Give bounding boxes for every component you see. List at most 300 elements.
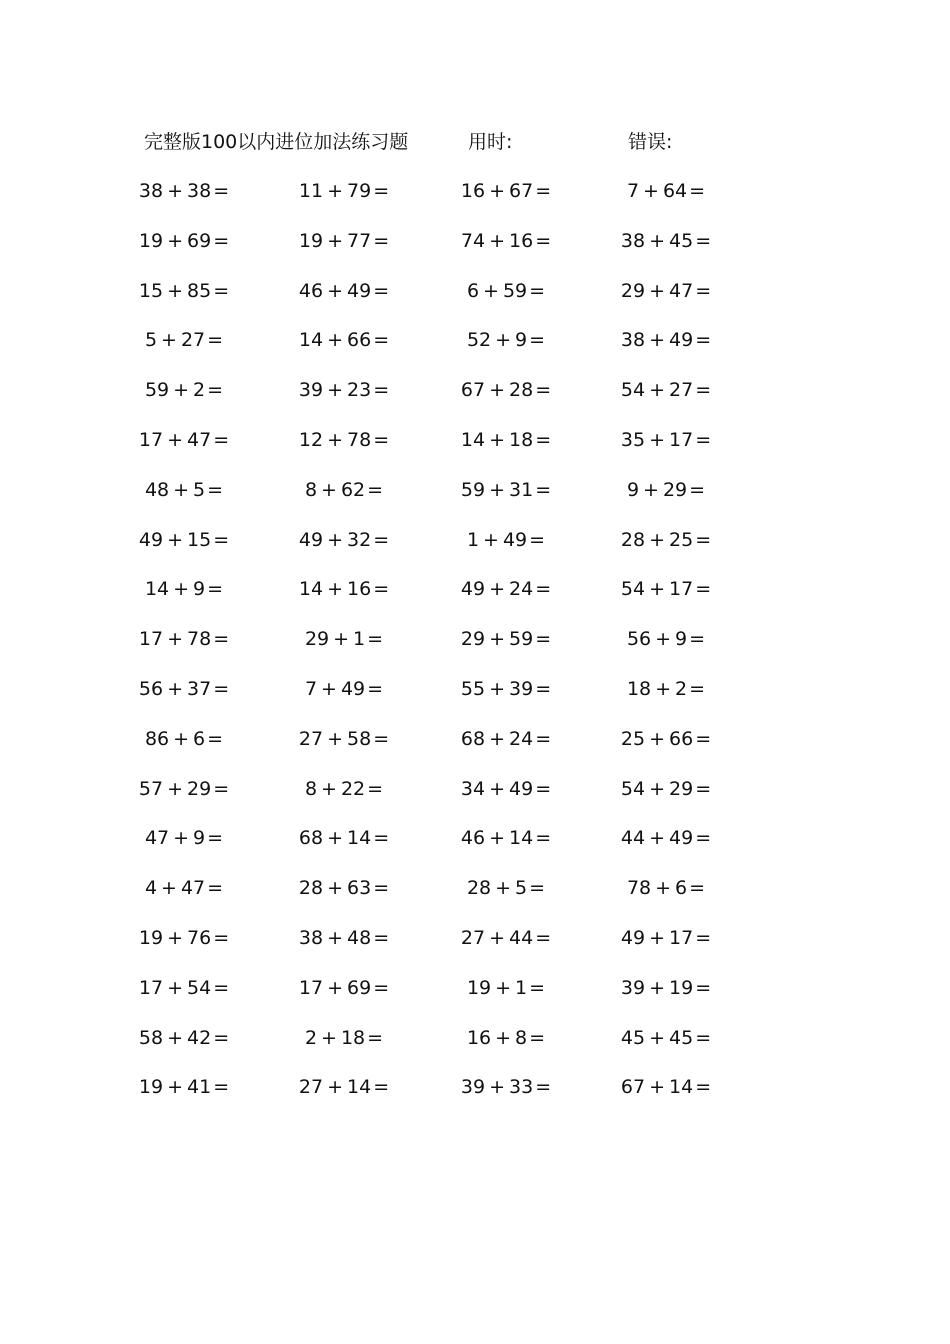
equals-sign: = xyxy=(695,578,712,601)
addition-problem xyxy=(616,228,716,254)
equals-sign: = xyxy=(213,628,230,651)
second-addend: 29 xyxy=(187,777,212,800)
plus-sign: + xyxy=(327,379,343,402)
first-addend: 44 xyxy=(620,827,646,850)
equals-sign: = xyxy=(213,976,230,999)
addition-problem xyxy=(134,477,234,503)
addition-problem xyxy=(294,676,394,702)
problem-row xyxy=(0,975,950,1001)
second-addend: 1 xyxy=(515,976,528,999)
problem-row xyxy=(0,776,950,802)
plus-sign: + xyxy=(483,528,499,551)
plus-sign: + xyxy=(649,429,665,451)
first-addend: 19 xyxy=(298,229,324,252)
plus-sign: + xyxy=(173,727,190,750)
first-addend: 67 xyxy=(620,1076,646,1099)
second-addend: 79 xyxy=(347,180,372,202)
plus-sign: + xyxy=(495,976,512,999)
plus-sign: + xyxy=(173,379,190,402)
second-addend: 39 xyxy=(509,678,534,700)
first-addend: 38 xyxy=(138,180,164,202)
first-addend: 16 xyxy=(466,1026,492,1049)
equals-sign: = xyxy=(373,229,390,252)
plus-sign: + xyxy=(327,1076,343,1099)
addition-problem xyxy=(616,278,716,304)
equals-sign: = xyxy=(689,180,706,202)
problem-row xyxy=(0,427,950,453)
addition-problem xyxy=(294,427,394,453)
first-addend: 38 xyxy=(620,329,646,352)
second-addend: 29 xyxy=(669,777,694,800)
plus-sign: + xyxy=(495,1026,512,1049)
first-addend: 46 xyxy=(298,279,324,302)
addition-problem xyxy=(134,1025,234,1051)
addition-problem xyxy=(294,477,394,503)
first-addend: 59 xyxy=(144,379,170,402)
addition-problem xyxy=(456,278,556,304)
plus-sign: + xyxy=(643,478,659,501)
equals-sign: = xyxy=(695,777,712,800)
equals-sign: = xyxy=(695,379,712,402)
plus-sign: + xyxy=(489,927,505,949)
equals-sign: = xyxy=(535,379,552,402)
plus-sign: + xyxy=(173,578,190,601)
plus-sign: + xyxy=(167,429,183,451)
first-addend: 28 xyxy=(298,877,324,900)
second-addend: 59 xyxy=(502,279,528,302)
equals-sign: = xyxy=(373,976,390,999)
equals-sign: = xyxy=(695,1076,712,1099)
second-addend: 49 xyxy=(340,678,366,700)
second-addend: 67 xyxy=(509,180,534,202)
plus-sign: + xyxy=(321,777,337,800)
equals-sign: = xyxy=(373,528,390,551)
equals-sign: = xyxy=(689,628,706,651)
addition-problem xyxy=(456,377,556,403)
addition-problem xyxy=(456,825,556,851)
addition-problem xyxy=(616,925,716,951)
addition-problem xyxy=(294,626,394,652)
equals-sign: = xyxy=(373,279,390,302)
plus-sign: + xyxy=(321,1026,337,1049)
addition-problem xyxy=(294,178,394,204)
second-addend: 9 xyxy=(193,578,206,601)
addition-problem xyxy=(294,875,394,901)
equals-sign: = xyxy=(529,329,546,352)
second-addend: 33 xyxy=(509,1076,534,1099)
equals-sign: = xyxy=(213,429,230,451)
plus-sign: + xyxy=(327,528,343,551)
equals-sign: = xyxy=(529,1026,546,1049)
problem-row xyxy=(0,278,950,304)
second-addend: 49 xyxy=(669,329,694,352)
problem-row xyxy=(0,726,950,752)
plus-sign: + xyxy=(655,678,672,700)
first-addend: 17 xyxy=(298,976,324,999)
second-addend: 41 xyxy=(187,1076,212,1099)
second-addend: 49 xyxy=(669,827,694,850)
first-addend: 19 xyxy=(466,976,492,999)
first-addend: 74 xyxy=(460,229,486,252)
plus-sign: + xyxy=(489,1076,505,1099)
equals-sign: = xyxy=(689,478,706,501)
addition-problem xyxy=(134,327,234,353)
equals-sign: = xyxy=(695,827,712,850)
addition-problem xyxy=(456,477,556,503)
plus-sign: + xyxy=(327,927,343,949)
second-addend: 27 xyxy=(669,379,694,402)
second-addend: 44 xyxy=(509,927,534,949)
first-addend: 17 xyxy=(138,976,164,999)
addition-problem xyxy=(616,527,716,553)
first-addend: 45 xyxy=(620,1026,646,1049)
first-addend: 14 xyxy=(298,329,324,352)
equals-sign: = xyxy=(207,478,224,501)
addition-problem xyxy=(616,975,716,1001)
first-addend: 29 xyxy=(620,279,646,302)
equals-sign: = xyxy=(213,678,230,700)
plus-sign: + xyxy=(489,229,505,252)
first-addend: 1 xyxy=(466,528,480,551)
second-addend: 17 xyxy=(669,429,694,451)
addition-problem xyxy=(616,1074,716,1100)
second-addend: 48 xyxy=(347,927,372,949)
addition-problem xyxy=(456,726,556,752)
equals-sign: = xyxy=(213,279,230,302)
equals-sign: = xyxy=(535,827,552,850)
second-addend: 49 xyxy=(509,777,534,800)
equals-sign: = xyxy=(213,777,230,800)
first-addend: 14 xyxy=(298,578,324,601)
plus-sign: + xyxy=(161,877,177,900)
plus-sign: + xyxy=(649,578,665,601)
plus-sign: + xyxy=(327,229,343,252)
problem-row xyxy=(0,1074,950,1100)
addition-problem xyxy=(616,477,716,503)
addition-problem xyxy=(294,278,394,304)
addition-problem xyxy=(294,327,394,353)
second-addend: 6 xyxy=(675,877,688,900)
addition-problem xyxy=(616,825,716,851)
problem-row xyxy=(0,527,950,553)
plus-sign: + xyxy=(495,329,512,352)
second-addend: 18 xyxy=(340,1026,366,1049)
equals-sign: = xyxy=(213,927,230,949)
equals-sign: = xyxy=(529,279,546,302)
plus-sign: + xyxy=(489,678,505,700)
second-addend: 31 xyxy=(509,478,534,501)
first-addend: 39 xyxy=(620,976,646,999)
second-addend: 15 xyxy=(187,528,212,551)
first-addend: 14 xyxy=(144,578,170,601)
equals-sign: = xyxy=(695,429,712,451)
second-addend: 5 xyxy=(515,877,528,900)
plus-sign: + xyxy=(167,180,183,202)
equals-sign: = xyxy=(373,1076,390,1099)
equals-sign: = xyxy=(695,528,712,551)
plus-sign: + xyxy=(655,628,672,651)
second-addend: 59 xyxy=(509,628,534,651)
plus-sign: + xyxy=(483,279,499,302)
first-addend: 7 xyxy=(304,678,318,700)
plus-sign: + xyxy=(489,180,505,202)
first-addend: 17 xyxy=(138,429,164,451)
second-addend: 14 xyxy=(347,1076,372,1099)
second-addend: 37 xyxy=(187,678,212,700)
equals-sign: = xyxy=(529,877,546,900)
plus-sign: + xyxy=(649,976,665,999)
second-addend: 16 xyxy=(347,578,372,601)
equals-sign: = xyxy=(695,927,712,949)
addition-problem xyxy=(294,726,394,752)
problem-row xyxy=(0,576,950,602)
first-addend: 7 xyxy=(626,180,640,202)
addition-problem xyxy=(616,327,716,353)
equals-sign: = xyxy=(535,1076,552,1099)
addition-problem xyxy=(294,825,394,851)
addition-problem xyxy=(134,975,234,1001)
plus-sign: + xyxy=(167,528,183,551)
second-addend: 76 xyxy=(187,927,212,949)
equals-sign: = xyxy=(207,877,224,900)
second-addend: 58 xyxy=(347,727,372,750)
first-addend: 19 xyxy=(138,229,164,252)
first-addend: 27 xyxy=(298,727,324,750)
equals-sign: = xyxy=(373,877,390,900)
second-addend: 62 xyxy=(340,478,366,501)
addition-problem xyxy=(294,925,394,951)
equals-sign: = xyxy=(367,1026,384,1049)
plus-sign: + xyxy=(489,727,505,750)
first-addend: 56 xyxy=(626,628,652,651)
second-addend: 14 xyxy=(509,827,534,850)
equals-sign: = xyxy=(367,678,384,700)
first-addend: 49 xyxy=(460,578,486,601)
first-addend: 47 xyxy=(144,827,170,850)
equals-sign: = xyxy=(213,229,230,252)
addition-problem xyxy=(456,327,556,353)
problem-row xyxy=(0,676,950,702)
first-addend: 14 xyxy=(460,429,486,451)
plus-sign: + xyxy=(649,777,665,800)
second-addend: 54 xyxy=(187,976,212,999)
plus-sign: + xyxy=(321,478,337,501)
equals-sign: = xyxy=(207,329,224,352)
first-addend: 58 xyxy=(138,1026,164,1049)
plus-sign: + xyxy=(649,379,665,402)
second-addend: 24 xyxy=(509,578,534,601)
first-addend: 5 xyxy=(144,329,158,352)
plus-sign: + xyxy=(327,429,343,451)
plus-sign: + xyxy=(327,279,343,302)
second-addend: 32 xyxy=(347,528,372,551)
second-addend: 28 xyxy=(509,379,534,402)
equals-sign: = xyxy=(535,678,552,700)
equals-sign: = xyxy=(535,628,552,651)
plus-sign: + xyxy=(327,877,343,900)
first-addend: 38 xyxy=(298,927,324,949)
first-addend: 52 xyxy=(466,329,492,352)
addition-problem xyxy=(456,1025,556,1051)
second-addend: 14 xyxy=(669,1076,694,1099)
addition-problem xyxy=(616,776,716,802)
second-addend: 16 xyxy=(509,229,534,252)
first-addend: 8 xyxy=(304,478,318,501)
plus-sign: + xyxy=(327,976,343,999)
second-addend: 69 xyxy=(187,229,212,252)
second-addend: 24 xyxy=(509,727,534,750)
equals-sign: = xyxy=(373,180,390,202)
equals-sign: = xyxy=(207,727,224,750)
equals-sign: = xyxy=(213,1026,230,1049)
second-addend: 78 xyxy=(187,628,212,651)
addition-problem xyxy=(456,576,556,602)
second-addend: 29 xyxy=(662,478,688,501)
plus-sign: + xyxy=(649,827,665,850)
first-addend: 19 xyxy=(138,1076,164,1099)
plus-sign: + xyxy=(489,777,505,800)
first-addend: 11 xyxy=(298,180,324,202)
first-addend: 25 xyxy=(620,727,646,750)
equals-sign: = xyxy=(529,528,546,551)
second-addend: 47 xyxy=(187,429,212,451)
first-addend: 38 xyxy=(620,229,646,252)
equals-sign: = xyxy=(373,429,390,451)
problem-row xyxy=(0,825,950,851)
second-addend: 47 xyxy=(180,877,206,900)
second-addend: 78 xyxy=(347,429,372,451)
addition-problem xyxy=(134,576,234,602)
first-addend: 55 xyxy=(460,678,486,700)
first-addend: 49 xyxy=(298,528,324,551)
equals-sign: = xyxy=(695,329,712,352)
second-addend: 19 xyxy=(669,976,694,999)
equals-sign: = xyxy=(535,727,552,750)
second-addend: 25 xyxy=(669,528,694,551)
first-addend: 49 xyxy=(620,927,646,949)
plus-sign: + xyxy=(167,976,183,999)
addition-problem xyxy=(616,726,716,752)
addition-problem xyxy=(456,1074,556,1100)
equals-sign: = xyxy=(535,927,552,949)
addition-problem xyxy=(134,1074,234,1100)
first-addend: 4 xyxy=(144,877,158,900)
plus-sign: + xyxy=(649,329,665,352)
second-addend: 14 xyxy=(347,827,372,850)
equals-sign: = xyxy=(695,976,712,999)
first-addend: 68 xyxy=(460,727,486,750)
plus-sign: + xyxy=(649,727,665,750)
second-addend: 45 xyxy=(669,1026,694,1049)
addition-problem xyxy=(134,875,234,901)
second-addend: 64 xyxy=(662,180,688,202)
addition-problem xyxy=(134,228,234,254)
second-addend: 9 xyxy=(675,628,688,651)
addition-problem xyxy=(456,875,556,901)
equals-sign: = xyxy=(695,229,712,252)
plus-sign: + xyxy=(489,578,505,601)
first-addend: 39 xyxy=(460,1076,486,1099)
addition-problem xyxy=(456,527,556,553)
plus-sign: + xyxy=(489,429,505,451)
equals-sign: = xyxy=(535,478,552,501)
problem-row xyxy=(0,1025,950,1051)
first-addend: 39 xyxy=(298,379,324,402)
addition-problem xyxy=(616,178,716,204)
first-addend: 86 xyxy=(144,727,170,750)
second-addend: 66 xyxy=(347,329,372,352)
plus-sign: + xyxy=(649,229,665,252)
problem-row xyxy=(0,875,950,901)
addition-problem xyxy=(616,377,716,403)
equals-sign: = xyxy=(373,578,390,601)
second-addend: 2 xyxy=(193,379,206,402)
equals-sign: = xyxy=(207,827,224,850)
addition-problem xyxy=(134,527,234,553)
first-addend: 6 xyxy=(466,279,480,302)
first-addend: 15 xyxy=(138,279,164,302)
problem-row xyxy=(0,626,950,652)
second-addend: 27 xyxy=(180,329,206,352)
first-addend: 48 xyxy=(144,478,170,501)
second-addend: 9 xyxy=(515,329,528,352)
first-addend: 59 xyxy=(460,478,486,501)
addition-problem xyxy=(134,676,234,702)
first-addend: 54 xyxy=(620,379,646,402)
problem-row xyxy=(0,477,950,503)
equals-sign: = xyxy=(695,1026,712,1049)
plus-sign: + xyxy=(649,1076,665,1099)
plus-sign: + xyxy=(489,827,505,850)
plus-sign: + xyxy=(327,180,343,202)
equals-sign: = xyxy=(689,877,706,900)
addition-problem xyxy=(134,776,234,802)
addition-problem xyxy=(616,626,716,652)
equals-sign: = xyxy=(367,628,384,651)
addition-problem xyxy=(134,427,234,453)
equals-sign: = xyxy=(373,379,390,402)
addition-problem xyxy=(134,925,234,951)
time-label: 用时: xyxy=(468,131,513,153)
second-addend: 45 xyxy=(669,229,694,252)
first-addend: 28 xyxy=(466,877,492,900)
first-addend: 18 xyxy=(626,678,652,700)
second-addend: 42 xyxy=(187,1026,212,1049)
equals-sign: = xyxy=(373,827,390,850)
equals-sign: = xyxy=(213,1076,230,1099)
first-addend: 12 xyxy=(298,429,324,451)
errors-label: 错误: xyxy=(628,131,673,153)
addition-problem xyxy=(294,975,394,1001)
second-addend: 2 xyxy=(675,678,688,700)
equals-sign: = xyxy=(535,229,552,252)
second-addend: 77 xyxy=(347,229,372,252)
first-addend: 2 xyxy=(304,1026,318,1049)
first-addend: 27 xyxy=(460,927,486,949)
first-addend: 54 xyxy=(620,777,646,800)
second-addend: 5 xyxy=(193,478,206,501)
second-addend: 66 xyxy=(669,727,694,750)
plus-sign: + xyxy=(167,678,183,700)
problem-grid xyxy=(0,178,950,1108)
first-addend: 49 xyxy=(138,528,164,551)
plus-sign: + xyxy=(167,927,183,949)
equals-sign: = xyxy=(535,429,552,451)
second-addend: 47 xyxy=(669,279,694,302)
first-addend: 17 xyxy=(138,628,164,651)
equals-sign: = xyxy=(367,478,384,501)
addition-problem xyxy=(294,776,394,802)
